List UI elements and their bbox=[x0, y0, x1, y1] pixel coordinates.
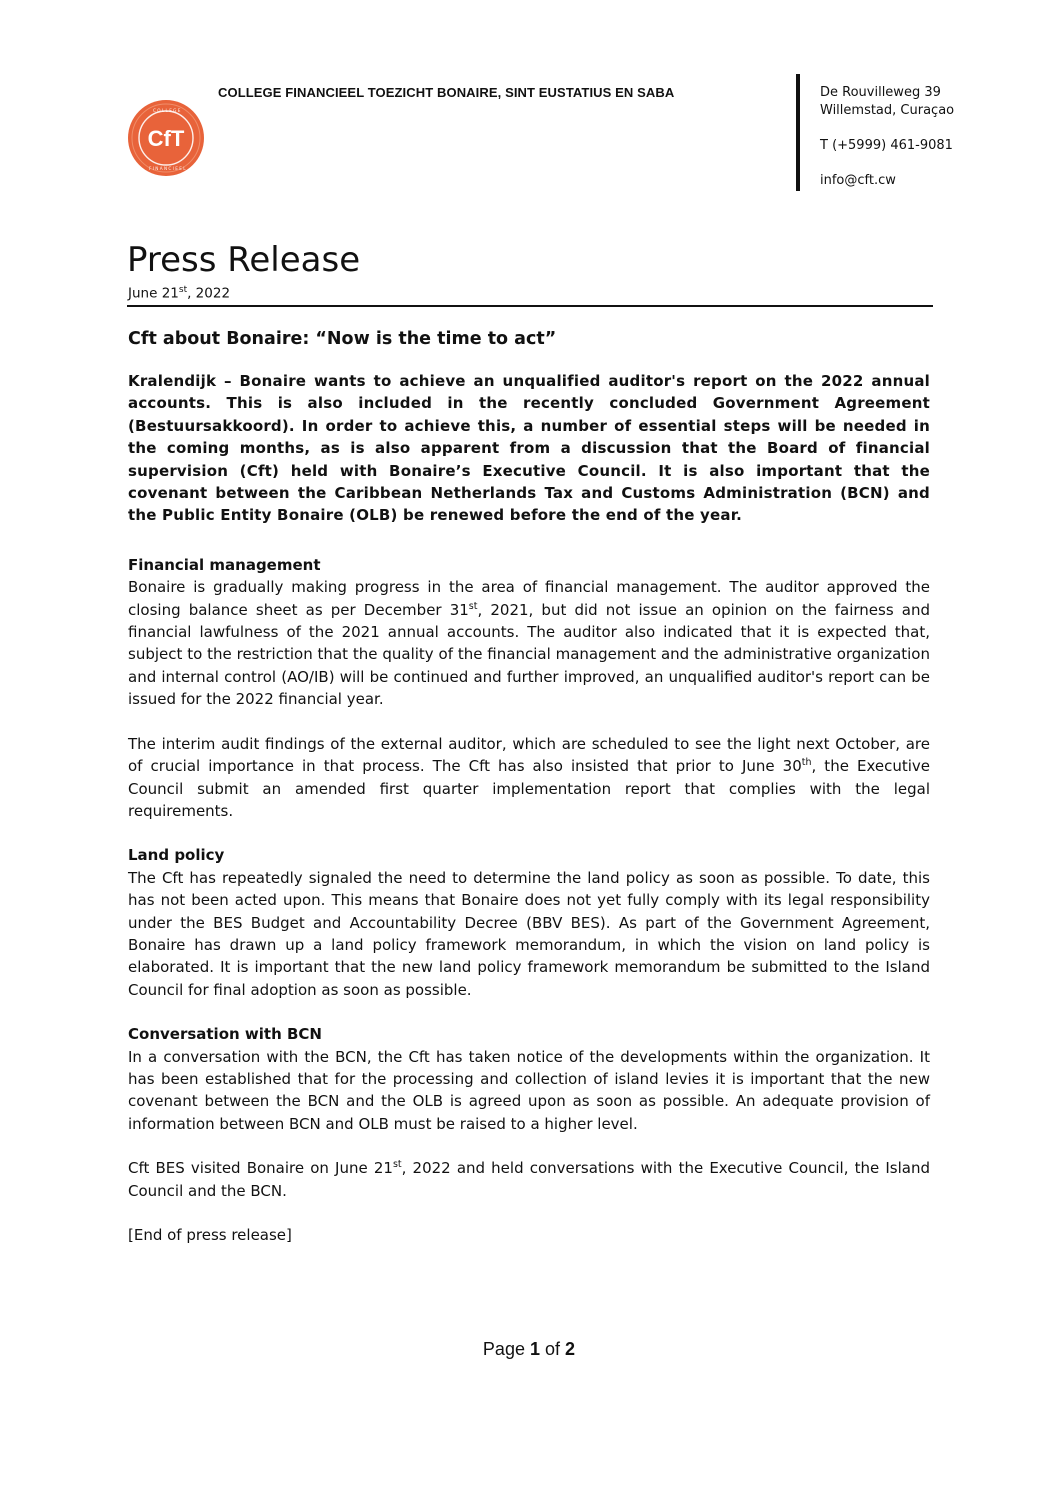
lead-paragraph: Kralendijk – Bonaire wants to achieve an unqualified auditor's report on the 2022 annual accounts. This is also included in the recently concluded Government Agreement (Bestuursakkoord). In order to achieve this, a number of essential steps will be needed in the coming months, as is also apparent from a discussion that the Board of financial supervision (Cft) held with Bonaire’s Executive Council. It is also important that the covenant between the Caribbean Netherlands Tax and Customs Administration (BCN) and the Public Entity Bonaire (OLB) be renewed before the end of the year. bbox=[128, 372, 930, 525]
cft-logo bbox=[127, 99, 205, 177]
address-line-1: De Rouvilleweg 39 bbox=[820, 85, 941, 100]
svg-text:CfT: CfT bbox=[147, 126, 185, 151]
organization-name: COLLEGE FINANCIEEL TOEZICHT BONAIRE, SINT EUSTATIUS EN SABA bbox=[218, 85, 675, 100]
bcn-p2-ordinal: st bbox=[392, 1159, 402, 1171]
financial-p2-text-b: , the Executive Council submit an amended first quarter implementation report that complies with the legal requirements. bbox=[128, 757, 930, 820]
land-paragraph-1: The Cft has repeatedly signaled the need to determine the land policy as soon as possible. To date, this has not been acted upon. This means that Bonaire does not yet fully comply with its legal responsibility under the BES Budget and Accountability Decree (BBV BES). As part of the Government Agreement, Bonaire has drawn up a land policy framework memorandum, in which the vision on land policy is elaborated. It is important that the new land policy framework memorandum be submitted to the Island Council for final adoption as soon as possible. bbox=[128, 868, 930, 999]
article-body bbox=[128, 370, 930, 1246]
page-label: Page bbox=[482, 1339, 525, 1359]
section-heading-financial: Financial management bbox=[128, 555, 321, 574]
header-divider bbox=[796, 74, 800, 191]
section-heading-bcn: Conversation with BCN bbox=[128, 1025, 322, 1044]
financial-p2-text-a: The interim audit findings of the external auditor, which are scheduled to see the light next October, are of crucial importance in that process. The Cft has also insisted that prior to June 30 bbox=[128, 734, 930, 776]
title-rule bbox=[127, 305, 933, 307]
bcn-p2-text-b: , 2022 and held conversations with the Executive Council, the Island Council and the BCN. bbox=[128, 1159, 930, 1200]
svg-text:C O L L E G E: C O L L E G E bbox=[153, 108, 181, 113]
bcn-paragraph-2 bbox=[128, 1157, 930, 1202]
financial-paragraph-1 bbox=[128, 576, 930, 710]
end-note: [End of press release] bbox=[128, 1226, 292, 1244]
financial-p1-text-a: Bonaire is gradually making progress in the area of financial management. The auditor approved the closing balance sheet as per December 31 bbox=[128, 578, 930, 619]
date-prefix: June 21 bbox=[128, 285, 179, 302]
page-number bbox=[0, 1339, 1058, 1360]
bcn-paragraph-1: In a conversation with the BCN, the Cft has taken notice of the developments within the organization. It has been established that for the processing and collection of island levies it is important that the new covenant between the BCN and the OLB is agreed upon as soon as possible. An adequate provision of information between BCN and OLB must be raised to a higher level. bbox=[128, 1047, 930, 1133]
financial-p1-ordinal: st bbox=[468, 600, 478, 612]
page-total: 2 bbox=[565, 1339, 576, 1359]
date-suffix: , 2022 bbox=[187, 285, 231, 302]
svg-text:F I N A N C I E E L: F I N A N C I E E L bbox=[149, 166, 186, 171]
phone-number: T (+5999) 461-9081 bbox=[820, 138, 953, 153]
page-current: 1 bbox=[529, 1339, 540, 1359]
cft-logo-mark bbox=[127, 99, 205, 177]
date-ordinal: st bbox=[178, 285, 188, 295]
page-title: Press Release bbox=[127, 240, 361, 280]
contact-block bbox=[820, 84, 954, 190]
of-label: of bbox=[545, 1339, 561, 1359]
headline: Cft about Bonaire: “Now is the time to act” bbox=[128, 329, 557, 349]
email-address: info@cft.cw bbox=[820, 173, 896, 188]
bcn-p2-text-a: Cft BES visited Bonaire on June 21 bbox=[128, 1159, 393, 1178]
address-line-2: Willemstad, Curaçao bbox=[820, 103, 955, 118]
financial-p1-text-b: , 2021, but did not issue an opinion on the fairness and financial lawfulness of the 2021 annual accounts. The auditor also indicated that it is expected that, subject to the restriction that the quality of the financial management and the administrative organization and internal control (AO/IB) will be continued and further improved, an unqualified auditor's report can be issued for the 2022 financial year. bbox=[128, 600, 930, 709]
release-date bbox=[128, 285, 230, 302]
financial-paragraph-2 bbox=[128, 733, 930, 823]
financial-p2-ordinal: th bbox=[801, 757, 812, 769]
section-heading-land: Land policy bbox=[128, 846, 225, 865]
